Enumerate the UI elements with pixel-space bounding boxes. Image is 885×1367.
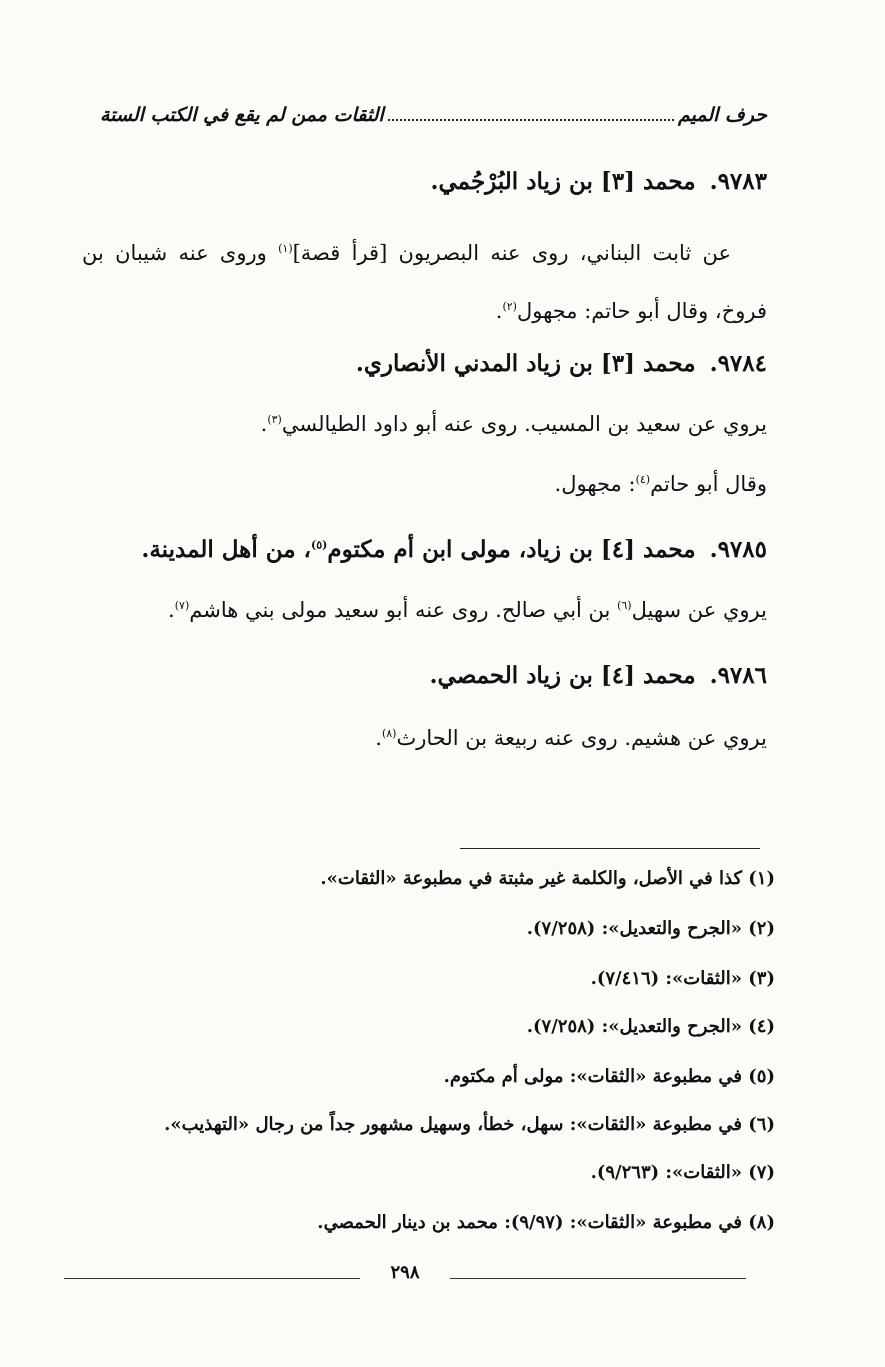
- footnote-ref: (٥): [310, 538, 328, 552]
- entry-heading: [430, 662, 767, 689]
- running-header: [100, 104, 767, 126]
- header-section: حرف الميم: [678, 104, 767, 126]
- body-text: عن ثابت البناني، روى عنه البصريون [قرأ قصة]: [292, 241, 731, 265]
- footnote: (٢) «الجرح والتعديل»: (٧/٢٥٨).: [526, 918, 775, 939]
- body-text: .: [495, 299, 503, 323]
- footnote: (٣) «الثقات»: (٧/٤١٦).: [590, 968, 775, 989]
- footnote-ref: (٢): [502, 300, 517, 313]
- entry-title: محمد [٣] بن زياد البُرْجُمي.: [430, 168, 696, 195]
- footnote-ref: (٧): [174, 599, 190, 612]
- page-number: ٢٩٨: [390, 1262, 420, 1283]
- footnote-ref: (٦): [617, 599, 632, 612]
- footnote-ref: (١): [278, 242, 293, 255]
- header-book-title: الثقات ممن لم يقع في الكتب الستة: [100, 104, 384, 126]
- body-text: .: [375, 726, 382, 750]
- footnote: (٧) «الثقات»: (٩/٢٦٣).: [590, 1162, 775, 1183]
- body-text: يروي عن سعيد بن المسيب. روى عنه أبو داود الطيالسي: [281, 412, 767, 436]
- footer-rule-left: [64, 1278, 360, 1279]
- entry-heading: [141, 536, 767, 563]
- body-text: وروى عنه شيبان بن فروخ، وقال أبو حاتم: مجهول: [82, 241, 767, 323]
- header-dots: [388, 119, 674, 121]
- entry-number: ٩٧٨٥.: [709, 536, 767, 563]
- entry-body: [82, 222, 767, 338]
- footnote: (٤) «الجرح والتعديل»: (٧/٢٥٨).: [526, 1016, 775, 1037]
- body-text: وقال أبو حاتم: [650, 472, 767, 496]
- footnote-ref: (٣): [267, 413, 282, 426]
- footnote-ref: (٨): [381, 727, 397, 740]
- footnote: (٦) في مطبوعة «الثقات»: سهل، خطأ، وسهيل مشهور جداً من رجال «التهذيب».: [164, 1114, 775, 1135]
- entry-body: [375, 726, 767, 750]
- entry-number: ٩٧٨٣.: [709, 168, 767, 195]
- footnote: (١) كذا في الأصل، والكلمة غير مثبتة في مطبوعة «الثقات».: [320, 868, 775, 889]
- footnote-ref: (٤): [635, 473, 651, 486]
- entry-heading: [430, 168, 767, 195]
- entry-title: محمد [٣] بن زياد المدني الأنصاري.: [355, 350, 696, 377]
- footnote-separator: [460, 848, 760, 849]
- body-text: .: [168, 598, 175, 622]
- footnote: (٥) في مطبوعة «الثقات»: مولى أم مكتوم.: [443, 1066, 775, 1087]
- entry-number: ٩٧٨٤.: [709, 350, 767, 377]
- body-text: يروي عن سهيل: [631, 598, 767, 622]
- footer-rule-right: [450, 1278, 746, 1279]
- entry-title: محمد [٤] بن زياد الحمصي.: [429, 662, 696, 689]
- entry-body: [555, 472, 767, 496]
- footnote: (٨) في مطبوعة «الثقات»: (٩/٩٧): محمد بن دينار الحمصي.: [317, 1212, 775, 1233]
- entry-body: [261, 412, 767, 436]
- body-text: .: [260, 412, 268, 436]
- body-text: يروي عن هشيم. روى عنه ربيعة بن الحارث: [396, 726, 767, 750]
- body-text: : مجهول.: [554, 472, 636, 496]
- entry-title-end: ، من أهل المدينة.: [141, 536, 311, 563]
- entry-body: [168, 598, 767, 622]
- entry-heading: [356, 350, 767, 377]
- entry-number: ٩٧٨٦.: [709, 662, 767, 689]
- entry-title: محمد [٤] بن زياد، مولى ابن أم مكتوم: [327, 536, 696, 563]
- body-text: بن أبي صالح. روى عنه أبو سعيد مولى بني هاشم: [189, 598, 618, 622]
- page-footer: [64, 1262, 746, 1288]
